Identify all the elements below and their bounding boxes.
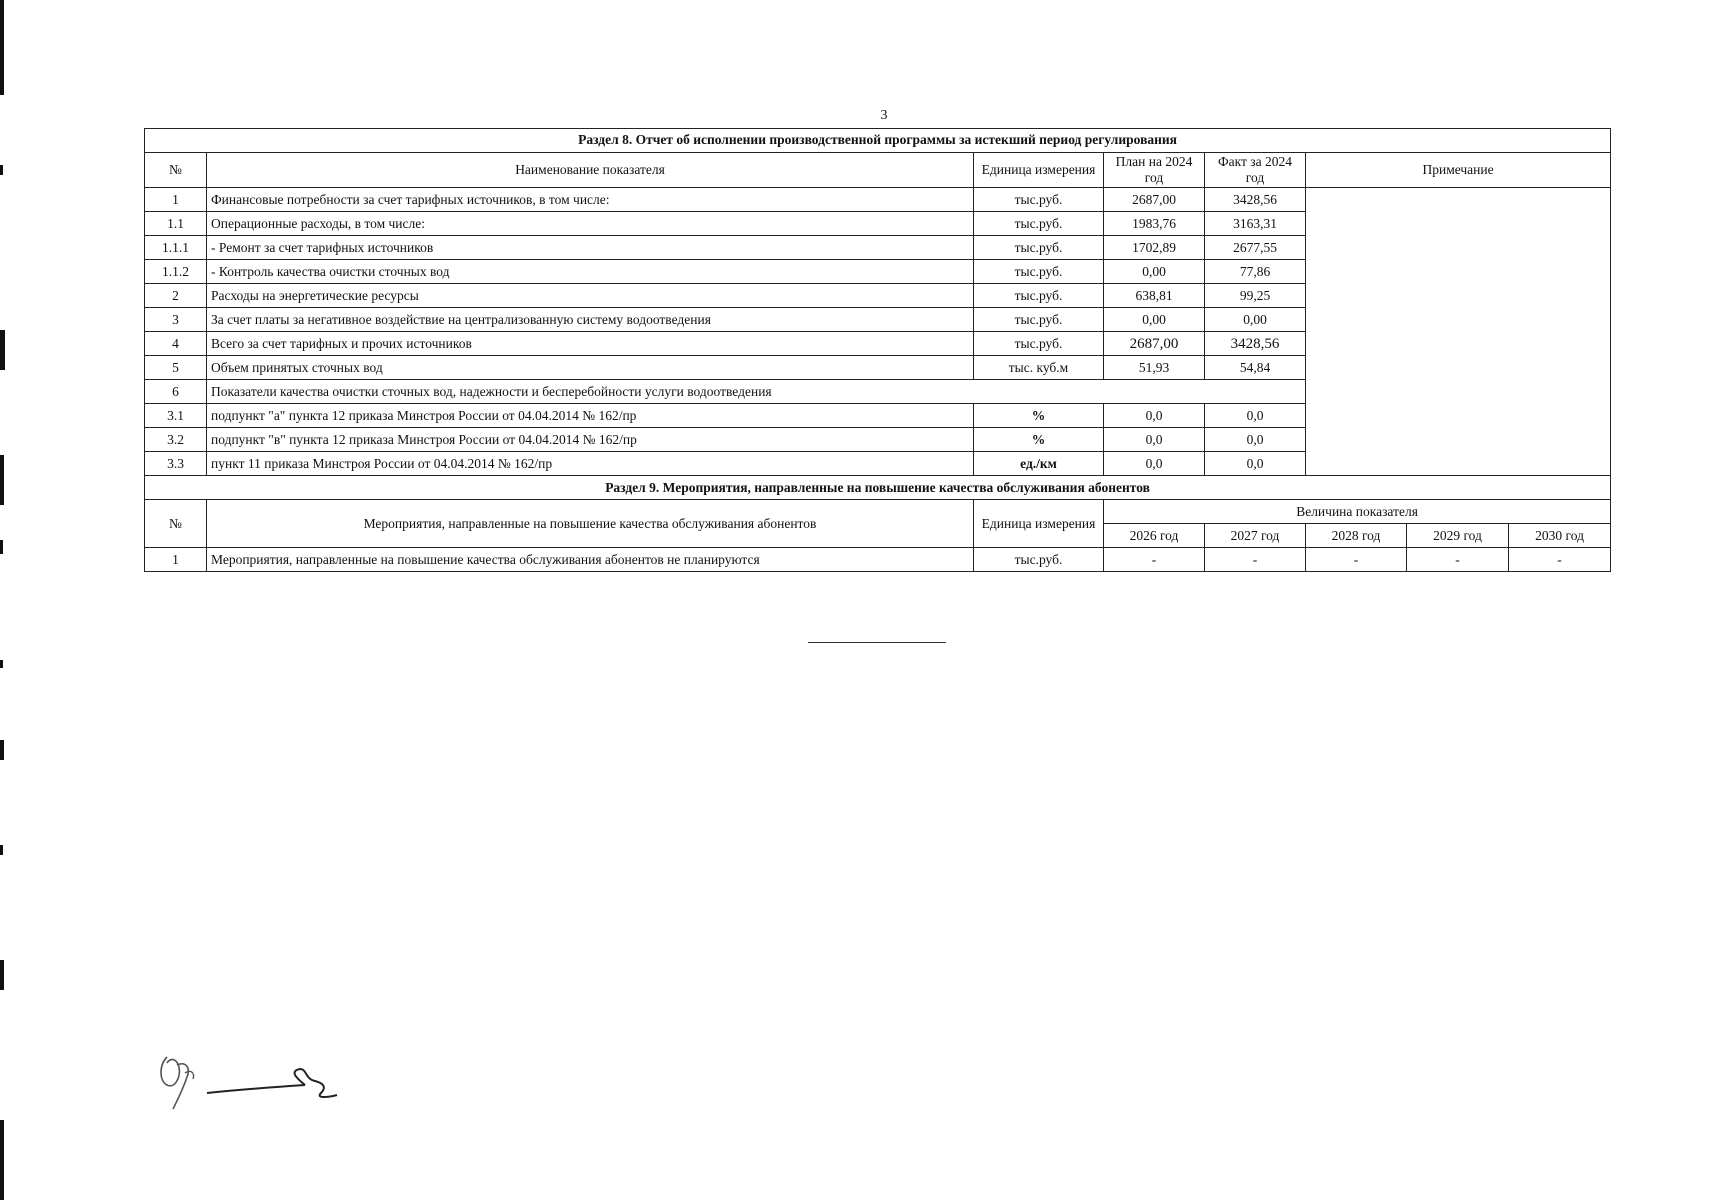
row-name: За счет платы за негативное воздействие на централизованную систему водоотведения <box>207 308 974 332</box>
row-name: - Контроль качества очистки сточных вод <box>207 260 974 284</box>
row-value: - <box>1306 548 1407 572</box>
table-row <box>145 188 1611 212</box>
row-value: - <box>1509 548 1611 572</box>
section9-header-row <box>145 500 1611 524</box>
s9-header-year: 2028 год <box>1306 524 1407 548</box>
note-cell <box>1306 188 1611 476</box>
row-fact: 0,0 <box>1205 452 1306 476</box>
section8-title: Раздел 8. Отчет об исполнении производственной программы за истекший период регулирования <box>145 129 1611 153</box>
row-num: 1.1.2 <box>145 260 207 284</box>
row-plan: 1983,76 <box>1104 212 1205 236</box>
signature <box>155 1045 385 1120</box>
row-fact: 54,84 <box>1205 356 1306 380</box>
s9-header-num: № <box>145 500 207 548</box>
row-num: 6 <box>145 380 207 404</box>
scan-edge-mark <box>0 660 3 668</box>
row-plan: 2687,00 <box>1104 188 1205 212</box>
table-row <box>145 548 1611 572</box>
scan-edge-mark <box>0 1120 4 1200</box>
s9-header-year: 2027 год <box>1205 524 1306 548</box>
section9-title-row <box>145 476 1611 500</box>
s9-header-name: Мероприятия, направленные на повышение качества обслуживания абонентов <box>207 500 974 548</box>
row-unit: тыс.руб. <box>974 332 1104 356</box>
row-plan: 0,0 <box>1104 404 1205 428</box>
scan-edge-mark <box>0 455 4 505</box>
section9-title: Раздел 9. Мероприятия, направленные на повышение качества обслуживания абонентов <box>145 476 1611 500</box>
row-unit: ед./км <box>974 452 1104 476</box>
row-name: пункт 11 приказа Минстроя России от 04.04.2014 № 162/пр <box>207 452 974 476</box>
row-fact: 77,86 <box>1205 260 1306 284</box>
row-unit: тыс.руб. <box>974 188 1104 212</box>
row-fact: 0,0 <box>1205 404 1306 428</box>
s9-header-year: 2026 год <box>1104 524 1205 548</box>
row-plan: 0,00 <box>1104 308 1205 332</box>
scan-edge-mark <box>0 845 3 855</box>
s9-header-value: Величина показателя <box>1104 500 1611 524</box>
row-fact: 0,00 <box>1205 308 1306 332</box>
row-fact: 3163,31 <box>1205 212 1306 236</box>
row-num: 1.1 <box>145 212 207 236</box>
col-header-name: Наименование показателя <box>207 153 974 188</box>
scan-edge-mark <box>0 540 3 554</box>
row-fact: 0,0 <box>1205 428 1306 452</box>
report-table <box>144 128 1611 572</box>
row-name: Показатели качества очистки сточных вод, надежности и бесперебойности услуги водоотведения <box>207 380 1306 404</box>
row-plan: 0,0 <box>1104 428 1205 452</box>
closing-rule <box>808 642 946 643</box>
row-num: 5 <box>145 356 207 380</box>
row-plan: 2687,00 <box>1104 332 1205 356</box>
row-num: 3 <box>145 308 207 332</box>
row-unit: тыс.руб. <box>974 284 1104 308</box>
scan-edge-mark <box>0 330 5 370</box>
row-num: 3.1 <box>145 404 207 428</box>
row-name: Объем принятых сточных вод <box>207 356 974 380</box>
col-header-num: № <box>145 153 207 188</box>
row-name: - Ремонт за счет тарифных источников <box>207 236 974 260</box>
row-unit: тыс. куб.м <box>974 356 1104 380</box>
row-name: Операционные расходы, в том числе: <box>207 212 974 236</box>
row-num: 4 <box>145 332 207 356</box>
col-header-note: Примечание <box>1306 153 1611 188</box>
row-name: Всего за счет тарифных и прочих источников <box>207 332 974 356</box>
row-name: Расходы на энергетические ресурсы <box>207 284 974 308</box>
row-num: 1 <box>145 188 207 212</box>
row-fact: 3428,56 <box>1205 332 1306 356</box>
scan-edge-mark <box>0 740 4 760</box>
row-unit: % <box>974 404 1104 428</box>
section8-title-row <box>145 129 1611 153</box>
s9-header-year: 2030 год <box>1509 524 1611 548</box>
row-unit: % <box>974 428 1104 452</box>
row-plan: 51,93 <box>1104 356 1205 380</box>
section8-header-row <box>145 153 1611 188</box>
row-num: 2 <box>145 284 207 308</box>
row-plan: 0,00 <box>1104 260 1205 284</box>
row-plan: 0,0 <box>1104 452 1205 476</box>
row-plan: 638,81 <box>1104 284 1205 308</box>
row-fact: 3428,56 <box>1205 188 1306 212</box>
row-value: - <box>1205 548 1306 572</box>
row-name: подпункт "а" пункта 12 приказа Минстроя России от 04.04.2014 № 162/пр <box>207 404 974 428</box>
row-unit: тыс.руб. <box>974 548 1104 572</box>
row-num: 3.3 <box>145 452 207 476</box>
row-value: - <box>1407 548 1509 572</box>
row-unit: тыс.руб. <box>974 260 1104 284</box>
scan-edge-mark <box>0 165 3 175</box>
row-value: - <box>1104 548 1205 572</box>
row-name: Финансовые потребности за счет тарифных источников, в том числе: <box>207 188 974 212</box>
row-num: 1 <box>145 548 207 572</box>
row-unit: тыс.руб. <box>974 212 1104 236</box>
col-header-unit: Единица измерения <box>974 153 1104 188</box>
scan-edge-mark <box>0 0 4 95</box>
page-number: 3 <box>880 108 888 123</box>
row-num: 3.2 <box>145 428 207 452</box>
row-fact: 2677,55 <box>1205 236 1306 260</box>
row-name: подпункт "в" пункта 12 приказа Минстроя России от 04.04.2014 № 162/пр <box>207 428 974 452</box>
row-unit: тыс.руб. <box>974 308 1104 332</box>
row-plan: 1702,89 <box>1104 236 1205 260</box>
scan-edge-mark <box>0 960 4 990</box>
s9-header-unit: Единица измерения <box>974 500 1104 548</box>
row-fact: 99,25 <box>1205 284 1306 308</box>
row-num: 1.1.1 <box>145 236 207 260</box>
col-header-plan: План на 2024 год <box>1104 153 1205 188</box>
col-header-fact: Факт за 2024 год <box>1205 153 1306 188</box>
row-unit: тыс.руб. <box>974 236 1104 260</box>
s9-header-year: 2029 год <box>1407 524 1509 548</box>
row-name: Мероприятия, направленные на повышение качества обслуживания абонентов не планируются <box>207 548 974 572</box>
